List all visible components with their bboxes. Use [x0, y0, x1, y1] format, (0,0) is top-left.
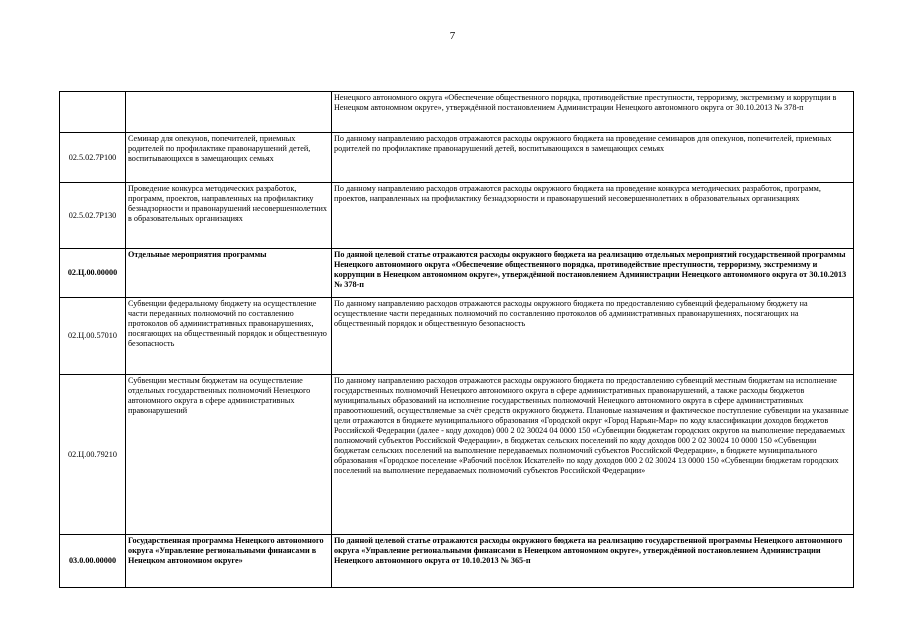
row-description: По данной целевой статье отражаются расходы окружного бюджета на реализацию государственной программы Ненецкого автономного округа «Управление региональными финансами в Ненецком автономном округе», утверждённой постановлением Администрации Ненецкого автономного округа от 10.10.2013 № 365-п: [332, 535, 854, 588]
row-description: По данному направлению расходов отражаются расходы окружного бюджета по предоставлению субвенций федеральному бюджету на осуществление части переданных полномочий по составлению протоколов об административных правонарушениях, посягающих на общественный порядок и общественную безопасность: [332, 298, 854, 375]
table-row: [60, 535, 854, 588]
row-description: По данному направлению расходов отражаются расходы окружного бюджета на проведение конкурса методических разработок, программ, проектов, направленных на профилактику безнадзорности и правонарушений несовершеннолетних в образовательных организациях: [332, 183, 854, 249]
row-name: Субвенции федеральному бюджету на осуществление части переданных полномочий по составлению протоколов об административных правонарушениях, посягающих на общественный порядок и общественную безопасность: [126, 298, 332, 375]
row-description: По данному направлению расходов отражаются расходы окружного бюджета на проведение семинаров для опекунов, попечителей, приемных родителей по профилактике правонарушений детей, воспитывающихся в замещающих семьях: [332, 133, 854, 183]
row-name: Отдельные мероприятия программы: [126, 249, 332, 298]
row-description: Ненецкого автономного округа «Обеспечение общественного порядка, противодействие преступности, терроризму, экстремизму и коррупции в Ненецком автономном округе», утверждённой постановлением Администрации Ненецкого автономного округа от 30.10.2013 № 378-п: [332, 92, 854, 133]
row-name: Субвенции местным бюджетам на осуществление отдельных государственных полномочий Ненецкого автономного округа в сфере административных правонарушений: [126, 375, 332, 535]
row-code: 02.Ц.00.79210: [60, 375, 126, 535]
row-name: Государственная программа Ненецкого автономного округа «Управление региональными финансами в Ненецком автономном округе»: [126, 535, 332, 588]
row-code: 02.5.02.7Р130: [60, 183, 126, 249]
row-description: По данному направлению расходов отражаются расходы окружного бюджета по предоставлению субвенций местным бюджетам на исполнение государственных полномочий Ненецкого автономного округа в сфере административных правонарушений, а также расходы бюджетов муниципальных образований на исполнение государственных полномочий Ненецкого автономного округа в сфере административных правоотношений, осуществляемые за счёт средств окружного бюджета. Плановые назначения и фактическое поступление субвенции на указанные цели отражаются в бюджете муниципального образования «Городской округ «Город Нарьян-Мар» по коду классификации доходов бюджетов Российской Федерации (далее - коду доходов) 000 2 02 30024 04 0000 150 «Субвенции бюджетам городских округов на выполнение передаваемых полномочий субъектов Российской Федерации», в бюджетах сельских поселений по коду доходов 000 2 02 30024 10 0000 150 «Субвенции бюджетам сельских поселений на выполнение передаваемых полномочий субъектов Российской Федерации», в бюджете муниципального образования «Городское поселение «Рабочий посёлок Искателей» по коду доходов 000 2 02 30024 13 0000 150 «Субвенции бюджетам городских поселений на выполнение передаваемых полномочий субъектов Российской Федерации»: [332, 375, 854, 535]
table-row: [60, 133, 854, 183]
table-row: [60, 249, 854, 298]
budget-classification-table: [59, 91, 854, 588]
table-row: [60, 183, 854, 249]
row-name: Проведение конкурса методических разработок, программ, проектов, направленных на профилактику безнадзорности и правонарушений несовершеннолетних в образовательных организациях: [126, 183, 332, 249]
row-code: 03.0.00.00000: [60, 535, 126, 588]
row-code: 02.Ц.00.57010: [60, 298, 126, 375]
table-row: [60, 92, 854, 133]
page-number: 7: [449, 30, 456, 42]
row-code: 02.5.02.7Р100: [60, 133, 126, 183]
row-code: [60, 92, 126, 133]
row-name: Семинар для опекунов, попечителей, приемных родителей по профилактике правонарушений детей, воспитывающихся в замещающих семьях: [126, 133, 332, 183]
table-row: [60, 298, 854, 375]
row-description: По данной целевой статье отражаются расходы окружного бюджета на реализацию отдельных мероприятий государственной программы Ненецкого автономного округа «Обеспечение общественного порядка, противодействие преступности, терроризму, экстремизму и коррупции в Ненецком автономном округе», утверждённой постановлением Администрации Ненецкого автономного округа от 30.10.2013 № 378-п: [332, 249, 854, 298]
row-code: 02.Ц.00.00000: [60, 249, 126, 298]
row-name: [126, 92, 332, 133]
table-row: [60, 375, 854, 535]
